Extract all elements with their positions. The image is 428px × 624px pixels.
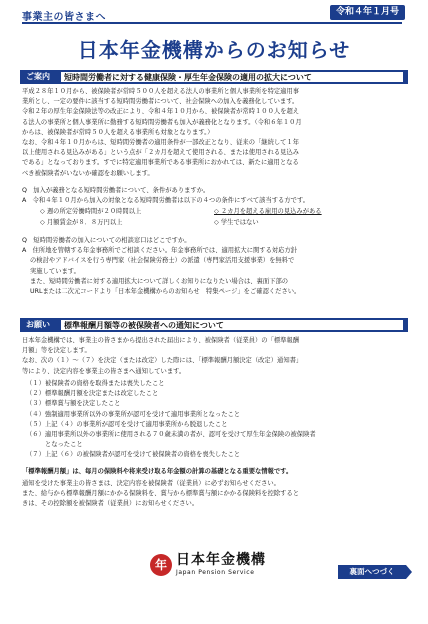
text-line: また、給与から標準報酬月額にかかる保険料を、賞与から標準賞与額にかかる保険料を控除すると — [22, 490, 300, 498]
list-item: （３）標準賞与額を決定したこと — [26, 400, 121, 408]
section1-paragraph — [22, 87, 302, 179]
qa1-condition: ◇ 学生ではない — [214, 219, 259, 226]
qa2-answer-line: URLまたは二次元コードより「日本年金機構からのお知らせ 特集ページ」をご確認ください。 — [30, 288, 301, 296]
section2-title: 標準報酬月額等の被保険者への通知について — [60, 319, 404, 331]
qa2-answer-line: の検討やアドバイスを行う専門家（社会保険労務士）の派遣（専門家活用支援事業）を無料で — [30, 257, 295, 265]
logo-text: 日本年金機構 — [176, 552, 266, 568]
qa2-question: Q 短時間労働者の加入についての相談窓口はどこですか。 — [22, 237, 191, 244]
qa2-answer-line: A 住所地を管轄する年金事務所でご相談ください。年金事務所では、適用拡大に関する対応方針 — [22, 247, 298, 255]
text-line: 以上使用される見込みがある」という点が「２カ月を超えて使用される、または使用される見込み — [22, 149, 300, 157]
issue-badge: 令和４年１月号 — [330, 5, 405, 20]
text-line: べき被保険者がいないか確認をお願いします。 — [22, 169, 154, 177]
text-line: る法人の事業所と個人事業所に勤務する短時間労働者も加入が義務化となります。（令和６年１０月 — [22, 118, 302, 126]
qa2-answer-line: また、短時間労働者に対する適用拡大について詳しくお知りになりたい場合は、裏面下部の — [30, 277, 289, 285]
qa1-answer: A 令和４年１０月から加入の対象となる短時間労働者は以下の４つの条件にすべて該当する方です。 — [22, 197, 310, 205]
qa1-condition: ◇ 週の所定労働時間が２０時間以上 — [40, 208, 142, 215]
text-line: 令和２年の厚生年金保険法等の改正により、令和４年１０月から、被保険者が常時１００人を超え — [22, 108, 300, 116]
section1-tab: ご案内 — [20, 70, 56, 84]
qa1-condition: ◇ 月額賃金が８．８万円以上 — [40, 219, 123, 226]
section1-title: 短時間労働者に対する健康保険・厚生年金保険の適用の拡大について — [60, 71, 404, 83]
list-item: （５）上記（４）の事業所が認可を受けて適用事業所から脱退したこと — [26, 420, 228, 428]
text-line: 通知を受けた事業主の皆さまは、決定内容を被保険者（従業員）に必ずお知らせください。 — [22, 480, 280, 487]
text-line: きは、その控除額を被保険者（従業員）にお知らせください。 — [22, 500, 199, 508]
text-line: 業所とし、一定の要件に該当する短時間労働者について、社会保険への加入を義務化しています。 — [22, 98, 299, 106]
section2-intro — [22, 336, 302, 377]
text-line: なお、令和４年１０月からは、短時間労働者の適用条件が一部改正となり、従来の「継続して１年 — [22, 139, 300, 147]
section2-tab: お願い — [20, 318, 56, 332]
text-line: からは、被保険者が常時５０人を超える事業所も対象となります。） — [22, 128, 214, 136]
text-line: である」となっております。すでに特定適用事業所である事業所におかれては、新たに適用となる — [22, 159, 299, 167]
text-line: なお、次の（１）～（７）を決定（または改定）した際には、「標準報酬月額決定（改定）通知書」 — [22, 357, 303, 365]
list-item: となったこと — [26, 441, 83, 449]
list-item: （１）被保険者の資格を取得または喪失したこと — [26, 380, 165, 387]
text-line: 等により、決定内容を事業主の皆さまへ通知しています。 — [22, 367, 186, 375]
text-line: 日本年金機構では、事業主の皆さまから提出された届出により、被保険者（従業員）の「標準報酬 — [22, 337, 300, 344]
list-item: （７）上記（６）の被保険者が認可を受けて被保険者の資格を喪失したこと — [26, 451, 241, 459]
qa1-condition: ◇ ２カ月を超える雇用の見込みがある — [214, 208, 322, 215]
qa2-answer-line: 実施しています。 — [30, 267, 80, 275]
qa1-block — [22, 186, 309, 206]
section2-list — [26, 379, 316, 461]
list-item: （４）強制適用事業所以外の事業所が認可を受けて適用事業所となったこと — [26, 410, 241, 418]
page-title: 日本年金機構からのお知らせ — [77, 38, 351, 62]
section2-important-note: 「標準報酬月額」は、毎月の保険料や将来受け取る年金額の計算の基礎となる重要な情報です。 — [22, 468, 293, 475]
qa2-block — [22, 236, 300, 297]
header-rule — [22, 22, 402, 24]
section2-closing — [22, 479, 299, 510]
jps-logo-icon: 年 — [150, 554, 172, 576]
addressee-label: 事業主の皆さまへ — [22, 12, 106, 23]
next-page-label: 裏面へつづく — [338, 565, 406, 579]
qa1-question: Q 加入が義務となる短時間労働者について、条件がありますか。 — [22, 187, 210, 194]
list-item: （２）標準報酬月額を決定または改定したこと — [26, 390, 159, 398]
text-line: 平成２８年１０月から、被保険者が常時５００人を超える法人の事業所と個人事業所を特定適用事 — [22, 88, 300, 95]
text-line: 月額」等を決定します。 — [22, 347, 91, 355]
list-item: （６）適用事業所以外の事業所に使用される７０歳未満の者が、認可を受けて厚生年金保険の被保険者 — [26, 431, 316, 439]
jps-logo — [150, 553, 266, 576]
logo-subtext: Japan Pension Service — [176, 569, 255, 576]
